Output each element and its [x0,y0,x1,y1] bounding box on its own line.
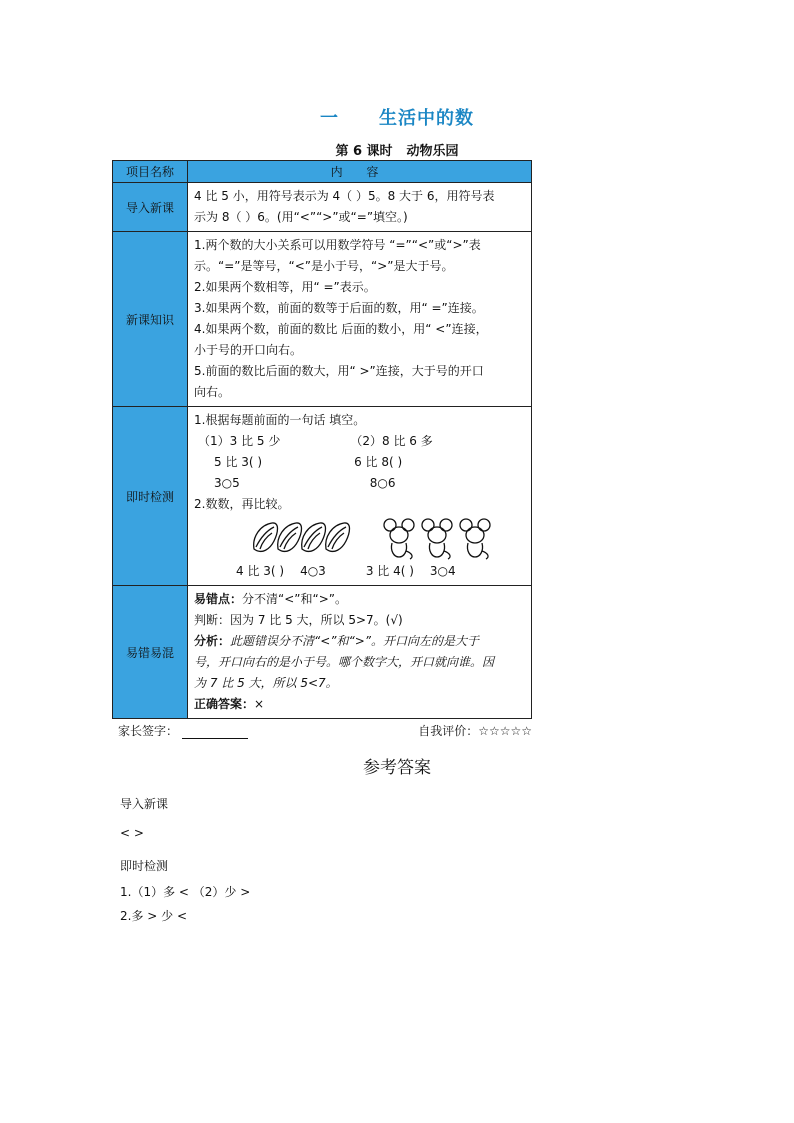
content-line: 向右。 [194,385,231,399]
content-line: 2.如果两个数相等，用“ =”表示。 [194,280,376,294]
content-line: 5.前面的数比后面的数大，用“ >”连接，大于号的开口 [194,364,484,378]
q2-c: 3 比 4( ) [365,564,414,578]
q1-b-blank: 6 比 8( ) [354,455,403,469]
row-label: 导入新课 [113,183,188,232]
table-row [113,586,532,719]
parent-sign-line [182,726,248,739]
q1-a-blank: 5 比 3( ) [214,455,263,469]
content-line: 示。“=”是等号，“<”是小于号，“>”是大于号。 [194,259,454,273]
cabbage-icon [278,523,302,552]
chapter-number: 一 [320,108,339,129]
table-row [113,232,532,407]
cabbage-icon [326,523,350,552]
table-header-row [113,161,532,183]
answers-title: 参考答案 [363,758,431,778]
correct-answer-value: × [254,697,265,711]
mouse-icon [422,519,452,559]
analysis-label: 分析： [194,634,231,648]
content-line: 1.两个数的大小关系可以用数学符号 “=”“<”或“>”表 [194,238,481,252]
question-1-title: 1.根据每题前面的一句话 填空。 [194,413,366,427]
row-content [188,183,532,232]
cabbage-icon [302,523,326,552]
chapter-name: 生活中的数 [379,108,474,129]
judge-text: 判断：因为 7 比 5 大，所以 5>7。(√) [194,613,403,627]
chapter-title [0,104,794,130]
table-row [113,183,532,232]
analysis-line: 此题错误分不清“<”和“>”。开口向左的是大于 [230,634,479,648]
q2-a: 4 比 3( ) [236,564,285,578]
q1-a-compare: 3○5 [214,476,240,490]
question-2-title: 2.数数，再比较。 [194,497,290,511]
answers-line-1: 1.（1）多 < （2）少 > [120,885,251,899]
footer [118,722,532,739]
correct-answer-label: 正确答案： [194,697,255,711]
parent-sign-label: 家长签字： [118,724,179,738]
mouse-icon [384,519,414,559]
answers-intro-values: < > [120,826,144,840]
content-line: 示为 8（ ）6。(用“<”“>”或“=”填空。) [194,210,408,224]
row-label: 新课知识 [113,232,188,407]
analysis-line: 号，开口向右的是小于号。哪个数字大，开口就向谁。因 [194,655,495,669]
q2-d: 3○4 [429,564,456,578]
content-line: 4.如果两个数，前面的数比 后面的数小，用“ <”连接， [194,322,488,336]
row-content [188,586,532,719]
content-line: 4 比 5 小，用符号表示为 4（ ）5。8 大于 6，用符号表 [194,189,495,203]
error-point-label: 易错点： [194,592,243,606]
cabbage-icon [254,523,278,552]
count-pictures [194,515,525,561]
lesson-name: 动物乐园 [406,144,459,159]
content-line: 小于号的开口向右。 [194,343,303,357]
q2-b: 4○3 [300,564,326,578]
row-label: 易错易混 [113,586,188,719]
lesson-number: 第 6 课时 [335,144,393,159]
q1-a-title: （1）3 比 5 少 [198,434,281,448]
answers-section-intro: 导入新课 [120,797,169,811]
mouse-icon [460,519,490,559]
col-header-content: 内 容 [188,161,532,183]
lesson-table [112,160,532,719]
row-content [188,407,532,586]
content-line: 3.如果两个数，前面的数等于后面的数，用“ =”连接。 [194,301,484,315]
q1-b-title: （2）8 比 6 多 [350,434,433,448]
row-label: 即时检测 [113,407,188,586]
cabbage-icons [194,515,494,561]
table-row [113,407,532,586]
q1-b-compare: 8○6 [369,476,396,490]
row-content [188,232,532,407]
answers-section-check: 即时检测 [120,859,169,873]
col-header-item: 项目名称 [113,161,188,183]
self-evaluation: 自我评价：☆☆☆☆☆ [418,724,532,738]
error-point-text: 分不清“<”和“>”。 [242,592,347,606]
answers-line-2: 2.多 > 少 < [120,909,188,923]
analysis-line: 为 7 比 5 大，所以 5<7。 [194,676,338,690]
lesson-title [0,140,794,159]
